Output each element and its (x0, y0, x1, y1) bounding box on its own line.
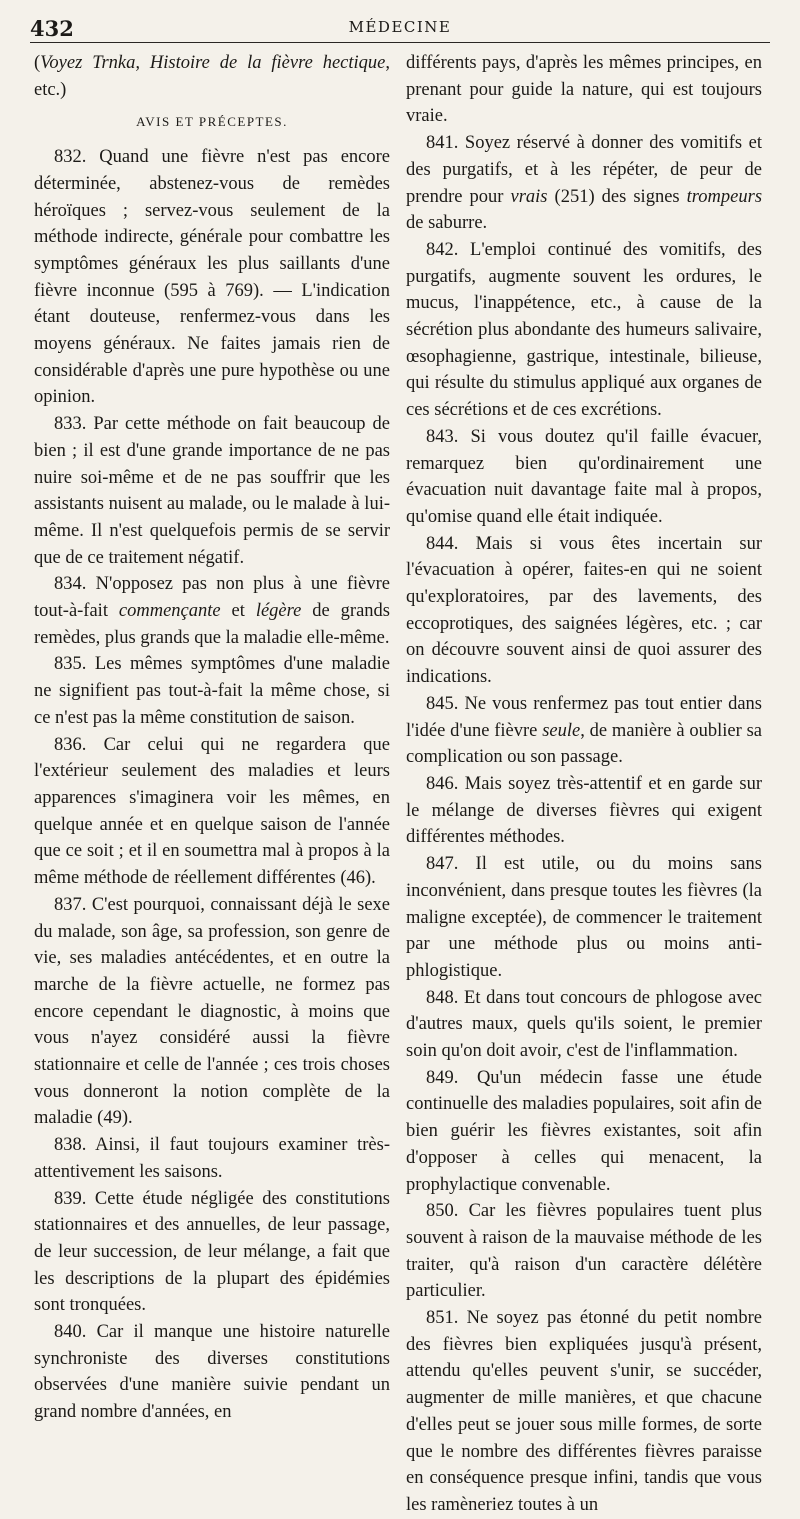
paragraph-842 (406, 237, 762, 424)
paragraph-837 (34, 892, 390, 1132)
paragraph-text: Cette étude négligée des constitutions stationnaires et des annuelles, de leur passage, de leur succession, de leur mélange, a fait que les descriptions de la plupart des épidémies sont tronquées. (34, 1188, 390, 1316)
paragraph-number: 834. (54, 574, 87, 595)
section-heading: AVIS ET PRÉCEPTES. (136, 114, 288, 130)
emphasis: commençante (118, 601, 221, 622)
paragraph-847 (406, 851, 762, 985)
emphasis: seule (542, 720, 581, 741)
paragraph-835 (34, 651, 390, 731)
running-head: MÉDECINE (348, 18, 452, 36)
paragraph-text: Si vous doutez qu'il faille évacuer, remarquez bien qu'ordinairement une évacuation nuit davantage faite mal à propos, qu'omise quand elle était indiquée. (406, 426, 763, 527)
paragraph-text: Qu'un médecin fasse une étude continuelle des maladies populaires, soit afin de bien guérir les fièvres existantes, soit afin d'opposer à celles qui menacent, la prophylactique convenable. (406, 1067, 762, 1195)
paragraph-number: 838. (54, 1135, 87, 1156)
paragraph-number: 849. (426, 1067, 459, 1088)
paragraph-843 (406, 424, 762, 531)
paragraph-number: 837. (54, 894, 87, 915)
paragraph-text: Car les fièvres populaires tuent plus souvent à raison de la mauvaise méthode de les traiter, qu'à raison d'un caractère délétère particulier. (406, 1201, 762, 1302)
paragraph-839 (34, 1186, 390, 1320)
paragraph-text: Ainsi, il faut toujours examiner très-attentivement les saisons. (34, 1135, 391, 1182)
paragraph-number: 833. (54, 414, 87, 435)
emphasis: trompeurs (686, 186, 763, 207)
paragraph-833 (34, 411, 390, 571)
paragraph-number: 846. (426, 773, 459, 794)
continued-paragraph: différents pays, d'après les mêmes principes, en prenant pour guide la nature, qui est toujours vraie. (406, 53, 762, 127)
paragraph-text: Quand une fièvre n'est pas encore déterminée, abstenez-vous de remèdes héroïques ; servez-vous seulement de la méthode indirecte, générale pour combattre les symptômes généraux les plus saillants d'une fièvre inconnue (595 à 769). — L'indication étant douteuse, renfermez-vous dans les moyens généraux. Ne faites jamais rien de considérable d'après une pure hypothèse ou une opinion. (34, 147, 391, 408)
paragraph-number: 839. (54, 1188, 87, 1209)
paragraph-number: 841. (426, 133, 459, 154)
paragraph-841: 841. Soyez réservé à donner des vomitifs et des purgatifs, et à les répéter, de peur de prendre pour vrais (251) des signes trompeurs de saburre. (406, 133, 763, 234)
paragraph-number: 836. (54, 734, 87, 755)
paragraph-text: Car celui qui ne regardera que l'extérieur seulement des maladies et leurs apparences s'imaginera voir les mêmes, en quelque année et en quelque saison de l'année que ce soit ; et il en soumettra mal à propos à la même méthode de réellement différentes (46). (34, 734, 390, 889)
paragraph-846 (406, 771, 762, 851)
paragraph-number: 840. (54, 1322, 87, 1343)
paragraph-number: 845. (426, 693, 459, 714)
paragraph-844 (406, 531, 762, 691)
right-column (406, 50, 762, 1519)
paragraph-836 (34, 732, 390, 892)
paragraph-838 (34, 1132, 390, 1185)
paragraph-text: L'emploi continué des vomitifs, des purgatifs, augmente souvent les ordures, le mucus, l'inappétence, etc., à cause de la sécrétion plus abondante des humeurs salivaire, œsophagienne, gastrique, intestinale, bilieuse, qui résulte du stimulus appliqué aux organes de ces sécrétions et de ces excrétions. (406, 239, 762, 421)
paragraph-text: Par cette méthode on fait beaucoup de bien ; il est d'une grande importance de ne pas nuire soi-même et de ne pas souffrir que les assistants nuisent au malade, ou le malade à lui-même. Il n'est quelquefois permis de se servir que de ce traitement négatif. (34, 414, 390, 568)
paragraph-849 (406, 1065, 762, 1199)
paragraph-number: 850. (426, 1201, 459, 1222)
paragraph-848 (406, 985, 762, 1065)
paragraph-840 (34, 1319, 390, 1426)
paragraph-number: 835. (54, 654, 87, 675)
paragraph-832 (34, 144, 390, 411)
reference-title: Voyez Trnka, Histoire de la fièvre hectique (40, 53, 386, 73)
reference-note: (Voyez Trnka, Histoire de la fièvre hectique, etc.) (34, 53, 390, 100)
paragraph-851 (406, 1305, 762, 1519)
paragraph-text: Mais soyez très-attentif et en garde sur le mélange de diverses fièvres qui exigent différentes méthodes. (406, 773, 762, 848)
left-column (34, 50, 390, 1426)
emphasis: légère (255, 601, 302, 622)
paragraph-number: 832. (54, 147, 87, 168)
paragraph-text: Et dans tout concours de phlogose avec d'autres maux, quels qu'ils soient, le premier soin qu'on doit avoir, c'est de l'inflammation. (406, 987, 763, 1062)
paragraph-text: Les mêmes symptômes d'une maladie ne signifient pas tout-à-fait la même chose, si ce n'est pas la même constitution de saison. (34, 654, 390, 728)
paragraph-850 (406, 1198, 762, 1305)
paragraph-text: Mais si vous êtes incertain sur l'évacuation à opérer, faites-en qui ne soient qu'exploratoires, par des lavements, des eccoprotiques, des saignées légères, etc. ; car on découvre souvent ainsi de quoi assurer des indications. (406, 533, 763, 688)
page-number: 432 (30, 16, 74, 41)
paragraph-number: 848. (426, 987, 459, 1008)
paragraph-text: Ne soyez pas étonné du petit nombre des fièvres bien expliquées jusqu'à présent, attendu qu'elles peuvent s'unir, se succéder, augmenter de mille manières, et que chacune d'elles peut se jouer sous mille formes, de sorte que le nombre des différentes fièvres paraisse en conséquence presque infini, tandis que vous les ramèneriez toutes à un (406, 1308, 762, 1515)
paragraph-number: 851. (426, 1308, 459, 1329)
paragraph-834: 834. N'opposez pas non plus à une fièvre tout-à-fait commençante et légère de grands remèdes, plus grands que la maladie elle-même. (34, 574, 391, 648)
paragraph-text: Il est utile, ou du moins sans inconvénient, dans presque toutes les fièvres (la maligne exceptée), de commencer le traitement par une méthode plus ou moins anti-phlogistique. (406, 854, 762, 981)
paragraph-845: 845. Ne vous renfermez pas tout entier dans l'idée d'une fièvre seule, de manière à oublier sa complication ou son passage. (406, 693, 763, 768)
paragraph-text: Car il manque une histoire naturelle synchroniste des diverses constitutions observées d'une manière suivie pendant un grand nombre d'années, en (34, 1322, 390, 1423)
page-header (30, 16, 770, 43)
paragraph-number: 842. (426, 239, 459, 260)
paragraph-text: C'est pourquoi, connaissant déjà le sexe du malade, son âge, sa profession, son genre de vie, ses maladies antécédentes, et en outre la marche de la fièvre actuelle, ne formez pas encore cependant le diagnostic, à moins que vous n'ayez considéré aussi la fièvre stationnaire et celle de l'année ; ces trois choses vous donneront la notion complète de la maladie (49). (34, 894, 390, 1129)
paragraph-number: 844. (426, 533, 459, 554)
paragraph-number: 843. (426, 426, 459, 447)
emphasis: vrais (510, 186, 548, 207)
paragraph-number: 847. (426, 854, 459, 875)
